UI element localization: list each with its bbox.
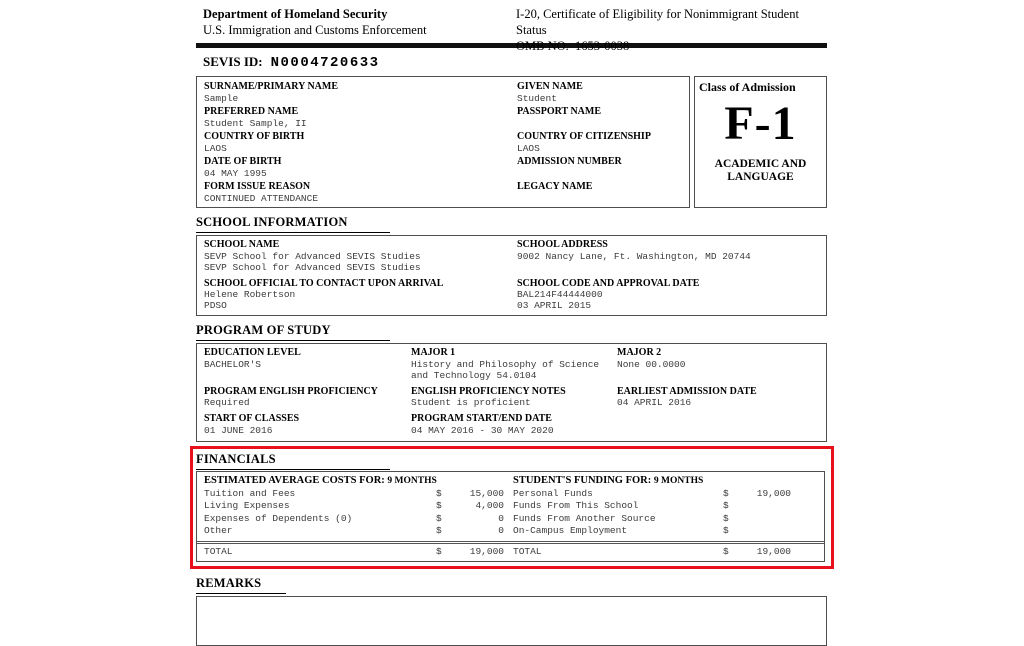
personal-section <box>196 76 827 208</box>
field-value <box>517 118 689 129</box>
i20-form <box>196 6 827 646</box>
financials-section-heading <box>196 450 825 470</box>
admission-category-line2: LANGUAGE <box>727 171 794 183</box>
field-country-of-citizenship <box>517 131 689 156</box>
cost-row-dependents <box>204 513 504 526</box>
field-label: PASSPORT NAME <box>517 106 602 117</box>
agency-title: Department of Homeland Security <box>203 7 388 21</box>
field-label: ADMISSION NUMBER <box>517 156 622 167</box>
field-value-line: Helene Robertson <box>204 289 296 300</box>
heading-underline <box>196 213 390 233</box>
field-label: SCHOOL ADDRESS <box>517 239 608 250</box>
currency-symbol: $ <box>436 500 442 512</box>
field-value: Sample <box>204 92 239 104</box>
field-value: 04 MAY 1995 <box>204 167 267 179</box>
heading-underline <box>196 321 390 341</box>
funding-total <box>504 546 824 559</box>
field-label: COUNTRY OF BIRTH <box>204 131 305 142</box>
estimated-costs-column <box>197 474 504 538</box>
field-value-line: 03 APRIL 2015 <box>517 300 592 311</box>
row-label: Personal Funds <box>513 487 593 499</box>
sevis-id-value: N0004720633 <box>270 55 380 71</box>
field-proficiency-notes <box>411 386 617 409</box>
heading-text: REMARKS <box>196 576 262 591</box>
field-value-line: Required <box>204 397 250 408</box>
sevis-id-label: SEVIS ID: <box>203 54 263 69</box>
row-amount <box>739 500 791 513</box>
heading-text: PROGRAM OF STUDY <box>196 323 331 337</box>
personal-info-box <box>196 76 690 208</box>
field-label: EDUCATION LEVEL <box>204 347 301 358</box>
heading-underline <box>196 574 286 594</box>
field-form-issue-reason <box>204 181 517 206</box>
field-major-2 <box>617 347 826 381</box>
row-label: Living Expenses <box>204 500 290 512</box>
row-label: Other <box>204 525 233 537</box>
field-value-line: 01 JUNE 2016 <box>204 424 273 436</box>
field-label: GIVEN NAME <box>517 81 583 92</box>
school-info-box <box>196 235 827 316</box>
row-amount: 4,000 <box>475 500 504 512</box>
field-school-official <box>204 278 517 312</box>
row-label: Funds From This School <box>513 500 639 512</box>
field-value-line: 04 APRIL 2016 <box>617 397 692 408</box>
class-of-admission-box <box>694 76 827 208</box>
field-country-of-birth <box>204 131 517 156</box>
field-value-line: and Technology 54.0104 <box>411 369 537 381</box>
field-value: LAOS <box>517 142 540 154</box>
field-label: MAJOR 2 <box>617 347 662 358</box>
cost-row-tuition <box>204 488 504 501</box>
program-of-study-box <box>196 343 827 442</box>
heading-text: FINANCIALS <box>196 451 276 466</box>
financials-table <box>196 471 825 563</box>
field-value-line <box>517 262 826 273</box>
field-value-line: PDSO <box>204 300 227 311</box>
financials-total-row <box>197 544 824 562</box>
field-value-line: History and Philosophy of Science <box>411 358 600 370</box>
total-row <box>513 546 791 559</box>
row-label: On-Campus Employment <box>513 525 628 537</box>
funding-row-personal <box>513 488 791 501</box>
remarks-text <box>197 597 826 608</box>
field-value-line: SEVP School for Advanced SEVIS Studies <box>204 261 421 273</box>
cost-row-living <box>204 500 504 513</box>
admission-category-line1: ACADEMIC AND <box>714 158 807 170</box>
field-label: ENGLISH PROFICIENCY NOTES <box>411 385 566 397</box>
class-of-admission-label: Class of Admission <box>699 80 796 94</box>
field-value-line: BACHELOR'S <box>204 358 262 370</box>
total-amount: 19,000 <box>756 545 791 557</box>
personal-left-column <box>204 81 517 207</box>
omb-number: OMB NO. 1653-0038 <box>516 39 630 53</box>
field-given-name <box>517 81 689 106</box>
field-value <box>517 193 689 204</box>
field-preferred-name <box>204 106 517 131</box>
field-label: SCHOOL NAME <box>204 239 280 250</box>
currency-symbol: $ <box>436 525 442 537</box>
row-amount <box>739 525 791 538</box>
field-value-line: 9002 Nancy Lane, Ft. Washington, MD 20744 <box>517 250 751 262</box>
funding-header-term: 9 MONTHS <box>653 475 704 486</box>
admission-category <box>695 158 826 184</box>
school-section-heading <box>196 213 827 233</box>
field-english-proficiency <box>204 386 411 409</box>
personal-right-column <box>517 81 689 207</box>
field-school-address <box>517 239 826 273</box>
field-surname <box>204 81 517 106</box>
row-amount: 0 <box>498 525 504 537</box>
field-label: COUNTRY OF CITIZENSHIP <box>517 131 651 142</box>
field-label: LEGACY NAME <box>517 181 593 192</box>
currency-symbol: $ <box>436 545 442 557</box>
field-label: FORM ISSUE REASON <box>204 181 311 192</box>
field-value-line: 04 MAY 2016 - 30 MAY 2020 <box>411 424 554 436</box>
financials-body <box>197 472 824 539</box>
row-amount <box>739 513 791 526</box>
heading-underline <box>196 450 390 470</box>
field-major-1 <box>411 347 617 381</box>
costs-total <box>197 546 504 559</box>
total-label: TOTAL <box>513 545 542 557</box>
funding-row-on-campus <box>513 525 791 538</box>
form-title: I-20, Certificate of Eligibility for Nonimmigrant Student Status <box>516 7 803 37</box>
heading-text: SCHOOL INFORMATION <box>196 215 348 229</box>
row-amount: 0 <box>498 512 504 524</box>
row-amount: 19,000 <box>756 487 791 499</box>
total-row <box>204 546 504 559</box>
field-value-line: BAL214F44444000 <box>517 289 603 300</box>
field-label: DATE OF BIRTH <box>204 156 282 167</box>
row-label: Tuition and Fees <box>204 487 296 499</box>
funding-row-school <box>513 500 791 513</box>
field-school-name <box>204 239 517 273</box>
remarks-box <box>196 596 827 646</box>
field-value: LAOS <box>204 142 227 154</box>
row-amount: 15,000 <box>469 487 504 499</box>
field-label: START OF CLASSES <box>204 413 300 424</box>
field-label: PROGRAM ENGLISH PROFICIENCY <box>204 385 378 397</box>
field-value: Student Sample, II <box>204 117 307 129</box>
funding-header <box>513 474 791 488</box>
funding-row-another-source <box>513 513 791 526</box>
field-label: EARLIEST ADMISSION DATE <box>617 385 757 397</box>
field-label: SCHOOL CODE AND APPROVAL DATE <box>517 277 700 289</box>
agency-subtitle: U.S. Immigration and Customs Enforcement <box>203 23 427 37</box>
field-admission-number <box>517 156 689 181</box>
field-school-code <box>517 278 826 312</box>
field-label: PREFERRED NAME <box>204 106 299 117</box>
field-legacy-name <box>517 181 689 206</box>
total-label: TOTAL <box>204 545 233 557</box>
row-label: Expenses of Dependents (0) <box>204 512 353 524</box>
form-title-block <box>516 6 827 54</box>
field-education-level <box>204 347 411 381</box>
field-value-line: SEVP School for Advanced SEVIS Studies <box>204 250 421 262</box>
currency-symbol: $ <box>436 487 442 499</box>
field-label: MAJOR 1 <box>411 347 456 358</box>
field-passport-name <box>517 106 689 131</box>
program-section-heading <box>196 321 827 341</box>
field-label: PROGRAM START/END DATE <box>411 413 552 424</box>
field-value-line: Student is proficient <box>411 397 531 408</box>
empty-cell <box>617 413 826 436</box>
student-funding-column <box>504 474 824 538</box>
costs-header <box>204 474 504 488</box>
costs-header-label: ESTIMATED AVERAGE COSTS FOR: <box>204 474 385 486</box>
currency-symbol: $ <box>723 545 729 557</box>
field-value: Student <box>517 92 557 104</box>
field-date-of-birth <box>204 156 517 181</box>
visa-class-code: F-1 <box>724 97 797 150</box>
field-value <box>517 168 689 179</box>
currency-symbol: $ <box>436 512 442 524</box>
cost-row-other <box>204 525 504 538</box>
field-label: SCHOOL OFFICIAL TO CONTACT UPON ARRIVAL <box>204 277 444 289</box>
field-value-line: None 00.0000 <box>617 358 686 370</box>
currency-symbol: $ <box>723 487 729 499</box>
costs-header-term: 9 MONTHS <box>387 475 437 486</box>
currency-symbol: $ <box>723 525 729 537</box>
financials-highlight-box <box>190 446 834 570</box>
remarks-section-heading <box>196 574 827 594</box>
currency-symbol: $ <box>723 512 729 524</box>
field-start-of-classes <box>204 413 411 436</box>
form-header <box>196 6 827 53</box>
field-earliest-admission-date <box>617 386 826 409</box>
currency-symbol: $ <box>723 500 729 512</box>
funding-header-label: STUDENT'S FUNDING FOR: <box>513 474 652 486</box>
field-program-start-end-date <box>411 413 617 436</box>
field-label: SURNAME/PRIMARY NAME <box>204 81 338 92</box>
total-amount: 19,000 <box>469 545 504 557</box>
row-label: Funds From Another Source <box>513 512 656 524</box>
field-value: CONTINUED ATTENDANCE <box>204 192 319 204</box>
